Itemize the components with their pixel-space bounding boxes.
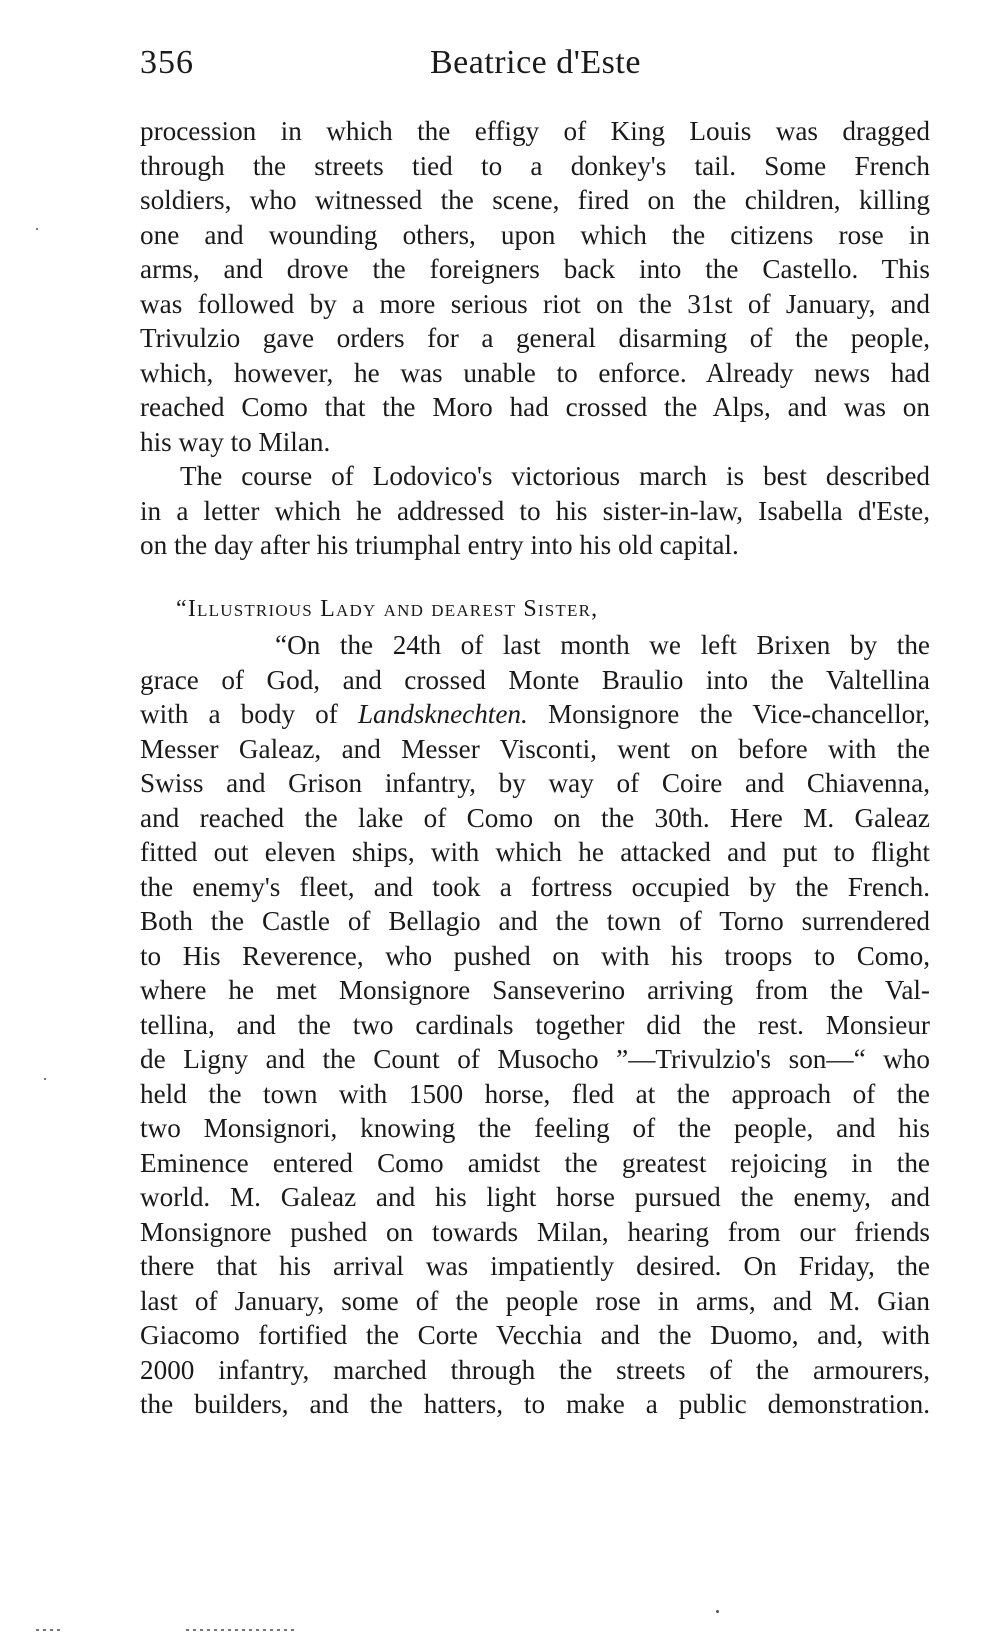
text-line: on the day after his triumphal entry into his old capital. bbox=[140, 530, 739, 560]
text-line: and reached the lake of Como on the 30th. Here M. Galeaz bbox=[140, 802, 930, 833]
text-line: de Ligny and the Count of Musocho ”—Trivulzio's son—“ who bbox=[140, 1044, 930, 1074]
text-line: held the town with 1500 horse, fled at the approach of the bbox=[140, 1078, 930, 1109]
text-line: 2000 infantry, marched through the streets of the armourers, bbox=[140, 1354, 930, 1385]
text-line: The course of Lodovico's victorious march is best described bbox=[180, 461, 930, 491]
text-line: world. M. Galeaz and his light horse pursued the enemy, and bbox=[140, 1182, 930, 1212]
text-line: in a letter which he addressed to his sister-in-law, Isabella d'Este, bbox=[140, 495, 930, 526]
text-line: which, however, he was unable to enforce. Already news had bbox=[140, 357, 930, 388]
paragraph-1 bbox=[140, 114, 930, 459]
italic-term: Landsknechten. bbox=[357, 699, 528, 729]
scan-dots bbox=[186, 1629, 298, 1631]
text-line: fitted out eleven ships, with which he attacked and put to flight bbox=[140, 837, 930, 867]
text-line: one and wounding others, upon which the citizens rose in bbox=[140, 219, 930, 250]
scan-speck bbox=[36, 228, 38, 230]
text-line: arms, and drove the foreigners back into the Castello. This bbox=[140, 254, 930, 284]
paragraph-2 bbox=[140, 459, 930, 563]
text-line-with-italic bbox=[140, 697, 930, 732]
text-line: there that his arrival was impatiently desired. On Friday, the bbox=[140, 1251, 930, 1281]
scan-dots bbox=[36, 1629, 60, 1631]
letter-salutation: “Illustrious Lady and dearest Sister, bbox=[176, 596, 599, 622]
text-line: where he met Monsignore Sanseverino arriving from the Val- bbox=[140, 975, 930, 1005]
scan-speck bbox=[716, 1610, 719, 1613]
text-line: Messer Galeaz, and Messer Visconti, went on before with the bbox=[140, 733, 930, 764]
page-number: 356 bbox=[140, 44, 194, 81]
text-line: Both the Castle of Bellagio and the town of Torno surrendered bbox=[140, 906, 930, 936]
text-line: Giacomo fortified the Corte Vecchia and the Duomo, and, with bbox=[140, 1320, 930, 1350]
text-fragment: with a body of bbox=[140, 699, 358, 729]
text-line: last of January, some of the people rose in arms, and M. Gian bbox=[140, 1285, 930, 1316]
text-fragment: Monsignore the Vice-chancellor, bbox=[527, 699, 930, 729]
text-line: tellina, and the two cardinals together did the rest. Monsieur bbox=[140, 1009, 930, 1040]
text-line: was followed by a more serious riot on the 31st of January, and bbox=[140, 288, 930, 319]
text-line: the builders, and the hatters, to make a public demonstration. bbox=[140, 1389, 930, 1419]
running-head bbox=[140, 44, 930, 94]
text-line: Monsignore pushed on towards Milan, hearing from our friends bbox=[140, 1216, 930, 1247]
scan-speck bbox=[44, 1078, 46, 1080]
letter-first-line: “On the 24th of last month we left Brixen by the bbox=[275, 630, 930, 660]
text-line: grace of God, and crossed Monte Braulio into the Valtellina bbox=[140, 664, 930, 695]
text-line: Swiss and Grison infantry, by way of Coire and Chiavenna, bbox=[140, 768, 930, 798]
running-title: Beatrice d'Este bbox=[430, 44, 641, 81]
letter-body bbox=[140, 628, 930, 1422]
text-line: his way to Milan. bbox=[140, 426, 331, 457]
text-line: soldiers, who witnessed the scene, fired on the children, killing bbox=[140, 185, 930, 215]
text-line: to His Reverence, who pushed on with his troops to Como, bbox=[140, 940, 930, 971]
text-line: reached Como that the Moro had crossed the Alps, and was on bbox=[140, 392, 930, 422]
text-line: the enemy's fleet, and took a fortress occupied by the French. bbox=[140, 871, 930, 902]
text-line: through the streets tied to a donkey's tail. Some French bbox=[140, 150, 930, 181]
text-line: Trivulzio gave orders for a general disarming of the people, bbox=[140, 323, 930, 353]
text-line: procession in which the effigy of King Louis was dragged bbox=[140, 116, 930, 146]
text-line: two Monsignori, knowing the feeling of the people, and his bbox=[140, 1113, 930, 1143]
text-line: Eminence entered Como amidst the greatest rejoicing in the bbox=[140, 1147, 930, 1178]
